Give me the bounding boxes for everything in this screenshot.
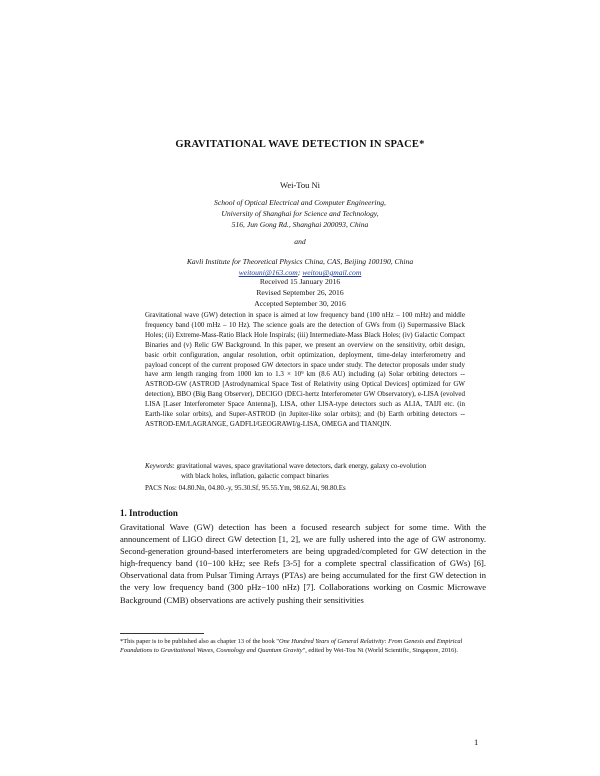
affiliation-2 — [0, 256, 600, 278]
affiliation-1-line3: 516, Jun Gong Rd., Shanghai 200093, China — [231, 220, 369, 229]
submission-dates — [0, 276, 600, 310]
author-name: Wei-Tou Ni — [279, 180, 321, 190]
email-separator: ; — [297, 268, 303, 277]
affiliation-1-line1: School of Optical Electrical and Computer Engineering, — [214, 198, 386, 207]
introduction-body — [120, 521, 486, 606]
pacs-numbers: PACS Nos: 04.80.Nn, 04.80.-y, 95.30.Sf, 95.55.Ym, 98.62.Ai, 98.80.Es — [145, 484, 346, 492]
email-link-1[interactable]: weitouni@163.com — [238, 268, 298, 277]
paper-title: GRAVITATIONAL WAVE DETECTION IN SPACE* — [175, 139, 425, 150]
introduction-paragraph: Gravitational Wave (GW) detection has been a focused research subject for some time. With the announcement of LIGO direct GW detection [1, 2], we are fully ushered into the age of GW astronomy. Second-generation ground-based interferometers are being upgraded/completed for GW detection in the high-frequency band (10−100 kHz; see Refs [3-5] for a complete spectral classification of GWs) [6]. Observational data from Pulsar Timing Arrays (PTAs) are being accumulated for the first GW detection in the very low frequency band (300 pHz−100 nHz) [7]. Collaborations working on Cosmic Microwave Background (CMB) observations are actively pushing their sensitivities — [120, 522, 486, 605]
affiliation-and: and — [294, 237, 306, 246]
received-date: Received 15 January 2016 — [259, 277, 341, 286]
keywords-line1 — [145, 462, 465, 472]
footnote-part-1: *This paper is to be published also as chapter 13 of the book " — [120, 638, 279, 645]
footnote-book-title: One Hundred Years of General Relativity: From Genesis and Empirical Foundations to Gravitational Waves, Cosmology and Quantum Gravity — [120, 638, 463, 655]
keywords — [145, 462, 465, 482]
accepted-date: Accepted September 30, 2016 — [254, 299, 346, 309]
footnote — [120, 637, 486, 655]
page-number: 1 — [474, 737, 479, 747]
affiliation-1-line2: University of Shanghai for Science and Technology, — [221, 209, 379, 218]
affiliation-2-line1: Kavli Institute for Theoretical Physics China, CAS, Beijing 100190, China — [186, 257, 414, 266]
section-heading-introduction: 1. Introduction — [120, 508, 178, 518]
email-link-2[interactable]: weitou@gmail.com — [302, 268, 362, 277]
affiliation-1 — [0, 197, 600, 230]
keywords-text-2: with black holes, inflation, galactic compact binaries — [181, 471, 329, 480]
footnote-part-2: ", edited by Wei-Tou Ni (World Scientific, Singapore, 2016). — [302, 647, 459, 655]
footnote-divider — [120, 633, 204, 634]
revised-date: Revised September 26, 2016 — [256, 288, 344, 298]
keywords-label: Keywords — [145, 462, 173, 470]
abstract: Gravitational wave (GW) detection in space is aimed at low frequency band (100 nHz – 100 mHz) and middle frequency band (100 mHz – 10 Hz). The science goals are the detection of GWs from (i) Supermassive Black Holes; (ii) Extreme-Mass-Ratio Black Hole Inspirals; (iii) Intermediate-Mass Black Holes; (iv) Galactic Compact Binaries and (v) Relic GW Background. In this paper, we present an overview on the sensitivity, orbit design, basic orbit configuration, angular resolution, orbit optimization, deployment, time-delay interferometry and payload concept of the current proposed GW detectors in space under study. The detector proposals under study have arm length ranging from 1000 km to 1.3 × 10⁹ km (8.6 AU) including (a) Solar orbiting detectors -- ASTROD-GW (ASTROD [Astrodynamical Space Test of Relativity using Optical Devices] optimized for GW detection), BBO (Big Bang Observer), DECIGO (DECi-hertz Interferometer GW Observatory), e-LISA (evolved LISA [Laser Interferometer Space Antenna]), LISA, other LISA-type detectors such as ALIA, TAIJI etc. (in Earth-like solar orbits), and Super-ASTROD (in Jupiter-like solar orbits); and (b) Earth orbiting detectors -- ASTROD-EM/LAGRANGE, GADFLI/GEOGRAWI/g-LISA, OMEGA and TIANQIN. — [145, 311, 465, 428]
keywords-text-1: : gravitational waves, space gravitational wave detectors, dark energy, galaxy co-evolution — [172, 462, 427, 470]
